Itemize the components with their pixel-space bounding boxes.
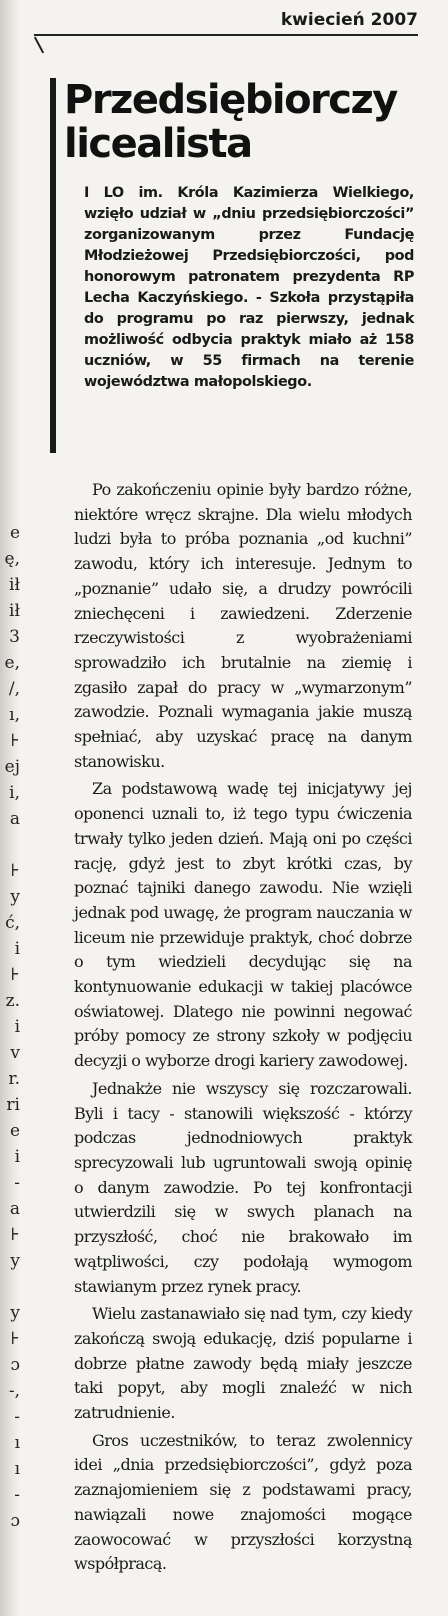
edge-fragment: e [9, 523, 20, 543]
body-paragraph: Jednakże nie wszyscy się rozczarowali. Byli i tacy - stanowili większość - którzy podczas jednodniowych praktyk sprecyzowali lub ugruntowali swoją opinię o danym zawodzie. Po tej konfrontacji utwierdzili się w swych planach na przyszłość, choć nie brakowało im wątpliwości, czy podołają wymogom stawianym przez rynek pracy. [74, 1078, 412, 1296]
edge-fragment: z. [5, 991, 20, 1011]
header-rule [34, 34, 418, 36]
article-title: Przedsiębiorczy licealista [64, 77, 397, 167]
edge-fragment: ę, [4, 549, 20, 569]
body-paragraph: Po zakończeniu opinie były bardzo różne, niektóre wręcz skrajne. Dla wielu młodych ludzi była to próba poznania „od kuchni” zawodu, który ich interesuje. Jednym to „poznanie” udało się, a drudzy powrócili zniechęceni i zawiedzeni. Zderzenie rzeczywistości z wyobrażeniami sprowadziło ich brutalnie na ziemię i zgasiło zapał do pracy w „wymarzonym” zawodzie. Poznali wymagania jakie muszą spełniać, aby uzyskać pracę na danym stanowisku. [74, 480, 412, 771]
edge-fragment: a [9, 1199, 20, 1219]
edge-fragment: - [14, 1173, 20, 1193]
edge-fragment: ⊦ [10, 861, 20, 881]
edge-fragment: i, [9, 783, 20, 803]
title-vertical-rule [50, 78, 56, 453]
edge-fragment: -, [8, 1381, 20, 1401]
edge-fragment: /, [8, 679, 20, 699]
edge-fragment: ⊦ [10, 965, 20, 985]
edge-fragment: ı [14, 1433, 20, 1453]
edge-fragment: i [14, 1147, 20, 1167]
edge-fragment: r. [8, 1069, 20, 1089]
body-paragraph: Gros uczestników, to teraz zwolennicy idei „dnia przedsiębiorczości”, gdyż poza zaznajomieniem się z podstawami pracy, nawiązali nowe znajomości mogące zaowocować w przyszłości korzystną współpracą. [74, 1430, 412, 1574]
edge-fragment: ı, [9, 705, 20, 725]
edge-fragment: v [10, 1043, 20, 1063]
edge-fragment [0, 832, 20, 858]
edge-fragment: ej [4, 757, 20, 777]
edge-fragment: y [10, 1303, 20, 1323]
edge-fragment: i [14, 939, 20, 959]
edge-fragment: y [10, 1251, 20, 1271]
edge-fragment [0, 1274, 20, 1300]
edge-fragment: ⊦ [10, 731, 20, 751]
edge-fragment: - [14, 1485, 20, 1505]
edge-fragment: e [9, 1121, 20, 1141]
adjacent-column-fragments [0, 520, 20, 1534]
body-paragraph: Za podstawową wadę tej inicjatywy jej oponenci uznali to, iż tego typu ćwiczenia trwały tylko jeden dzień. Mają oni po części rację, gdyż jest to zbyt krótki czas, by poznać tajniki danego zawodu. Nie wzięli jednak pod uwagę, że program nauczania w liceum nie przewiduje praktyk, choć dobrze o tym wiedzieli decydując się na kontynuowanie edukacji w takiej placówce oświatowej. Dlatego nie powinni negować próby pomocy ze strony szkoły w podjęciu decyzji o wyborze drogi kariery zawodowej. [74, 779, 412, 1071]
edge-fragment: 3 [9, 627, 20, 647]
corner-tick [34, 37, 44, 54]
article-lead: I LO im. Króla Kazimierza Wielkiego, wzięło udział w „dniu przedsiębiorczości” zorganizowanym przez Fundację Młodzieżowej Przedsiębiorczości, pod honorowym patronatem prezydenta RP Lecha Kaczyńskiego. - Szkoła przystąpiła do programu po raz pierwszy, jednak możliwość odbycia praktyk miało aż 158 uczniów, w 55 firmach na terenie województwa małopolskiego. [84, 185, 414, 390]
edge-fragment: a [9, 809, 20, 829]
edge-fragment: ı [14, 1459, 20, 1479]
edge-fragment: ił [9, 601, 20, 621]
edge-fragment: ɔ [10, 1355, 20, 1375]
edge-fragment: ⊦ [10, 1225, 20, 1245]
body-paragraph: Wielu zastanawiało się nad tym, czy kiedy zakończą swoją edukację, dziś popularne i dobrze płatne zawody będą miały jeszcze taki popyt, aby mogli znaleźć w nich zatrudnienie. [74, 1304, 412, 1423]
edge-fragment: ił [9, 575, 20, 595]
edge-fragment: i [14, 1017, 20, 1037]
edge-fragment: ri [6, 1095, 20, 1115]
edge-fragment: ⊦ [10, 1329, 20, 1349]
issue-date: kwiecień 2007 [280, 10, 418, 30]
edge-fragment: e, [4, 653, 20, 673]
article-body [74, 478, 412, 1580]
edge-fragment: y [10, 887, 20, 907]
edge-fragment: ć, [5, 913, 20, 933]
edge-fragment: - [14, 1407, 20, 1427]
edge-fragment: ɔ [10, 1511, 20, 1531]
